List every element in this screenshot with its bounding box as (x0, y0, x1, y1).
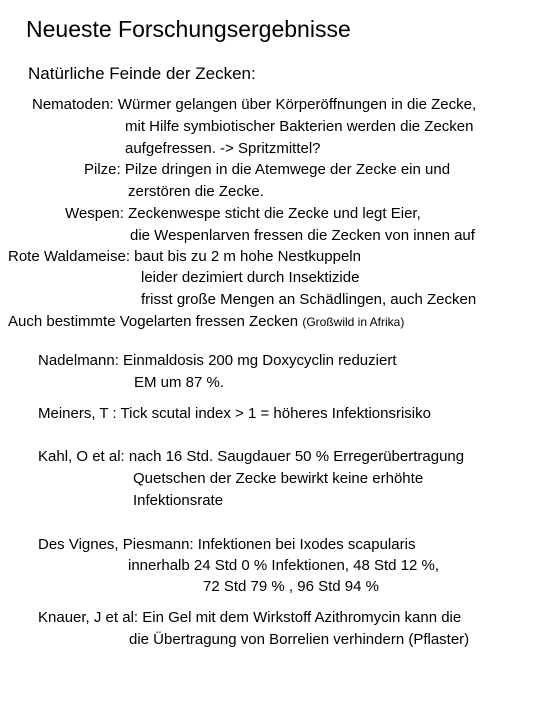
vignes-line-3: 72 Std 79 % , 96 Std 94 % (203, 578, 379, 595)
section-subtitle: Natürliche Feinde der Zecken: (28, 64, 256, 83)
pilze-line-2: zerstören die Zecke. (128, 183, 264, 200)
pilze-line-1: Pilze: Pilze dringen in die Atemwege der Zecke ein und (84, 161, 451, 178)
vignes-line-2: innerhalb 24 Std 0 % Infektionen, 48 Std 12 %, (128, 557, 440, 574)
nematoden-line-3: aufgefressen. -> Spritzmittel? (125, 140, 321, 157)
kahl-line-3: Infektionsrate (133, 492, 224, 509)
kahl-line-2: Quetschen der Zecke bewirkt keine erhöhte (133, 470, 424, 487)
knauer-line-2: die Übertragung von Borrelien verhindern (Pflaster) (129, 631, 470, 648)
page-title: Neueste Forschungsergebnisse (26, 16, 351, 42)
vignes-line-1: Des Vignes, Piesmann: Infektionen bei Ixodes scapularis (38, 536, 416, 553)
nadelmann-line-1: Nadelmann: Einmaldosis 200 mg Doxycyclin reduziert (38, 352, 397, 369)
meiners-line: Meiners, T : Tick scutal index > 1 = höheres Infektionsrisiko (38, 405, 431, 422)
wespen-line-1: Wespen: Zeckenwespe sticht die Zecke und legt Eier, (65, 205, 421, 222)
kahl-line-1: Kahl, O et al: nach 16 Std. Saugdauer 50 % Erregerübertragung (38, 448, 465, 465)
vogel-line (8, 313, 404, 330)
vogel-main: Auch bestimmte Vogelarten fressen Zecken (8, 313, 299, 330)
waldameise-line-2: leider dezimiert durch Insektizide (141, 269, 360, 286)
nadelmann-line-2: EM um 87 %. (134, 374, 225, 391)
waldameise-line-1: Rote Waldameise: baut bis zu 2 m hohe Nestkuppeln (8, 248, 361, 265)
nematoden-line-1: Nematoden: Würmer gelangen über Körperöffnungen in die Zecke, (32, 96, 477, 113)
knauer-line-1: Knauer, J et al: Ein Gel mit dem Wirkstoff Azithromycin kann die (38, 609, 462, 626)
wespen-line-2: die Wespenlarven fressen die Zecken von innen auf (130, 227, 475, 244)
vogel-note: (Großwild in Afrika) (302, 315, 405, 329)
nematoden-line-2: mit Hilfe symbiotischer Bakterien werden die Zecken (125, 118, 474, 135)
waldameise-line-3: frisst große Mengen an Schädlingen, auch Zecken (141, 291, 477, 308)
